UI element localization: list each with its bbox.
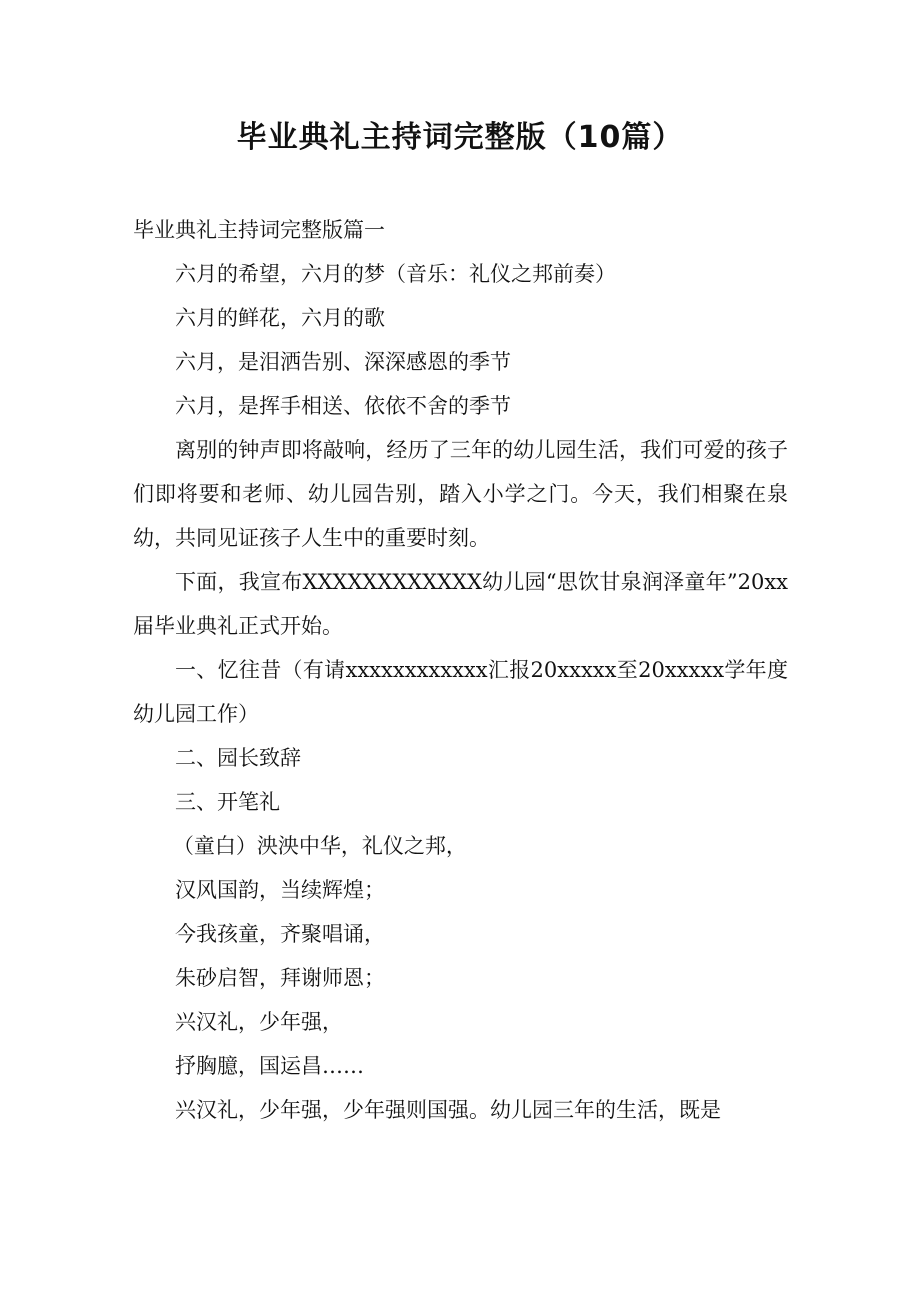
document-body bbox=[133, 208, 788, 1132]
paragraph: 六月的希望，六月的梦（音乐：礼仪之邦前奏） bbox=[175, 262, 616, 286]
paragraph: 今我孩童，齐聚唱诵， bbox=[175, 922, 385, 946]
paragraph: 抒胸臆，国运昌…… bbox=[175, 1054, 364, 1078]
paragraph: 六月，是泪洒告别、深深感恩的季节 bbox=[175, 350, 511, 374]
paragraph: 六月，是挥手相送、依依不舍的季节 bbox=[175, 394, 511, 418]
paragraph: 三、开笔礼 bbox=[175, 790, 280, 814]
paragraph: 六月的鲜花，六月的歌 bbox=[175, 306, 385, 330]
document-title: 毕业典礼主持词完整版（10篇） bbox=[236, 120, 684, 155]
paragraph: 兴汉礼，少年强， bbox=[175, 1010, 343, 1034]
paragraph: （童白）泱泱中华，礼仪之邦， bbox=[172, 834, 467, 858]
section-heading: 毕业典礼主持词完整版篇一 bbox=[133, 218, 385, 242]
paragraph: 汉风国韵，当续辉煌； bbox=[175, 878, 385, 902]
paragraph: 二、园长致辞 bbox=[175, 746, 301, 770]
paragraph: 兴汉礼，少年强，少年强则国强。幼儿园三年的生活，既是 bbox=[175, 1098, 721, 1122]
paragraph: 一、忆往昔（有请xxxxxxxxxxxx汇报20xxxxx至20xxxxx学年度幼儿园工作） bbox=[133, 658, 788, 726]
paragraph: 离别的钟声即将敲响，经历了三年的幼儿园生活，我们可爱的孩子们即将要和老师、幼儿园告别，踏入小学之门。今天，我们相聚在泉幼，共同见证孩子人生中的重要时刻。 bbox=[133, 438, 788, 550]
paragraph: 朱砂启智，拜谢师恩； bbox=[175, 966, 385, 990]
paragraph: 下面，我宣布XXXXXXXXXXXX幼儿园“思饮甘泉润泽童年”20xx届毕业典礼正式开始。 bbox=[133, 570, 788, 638]
